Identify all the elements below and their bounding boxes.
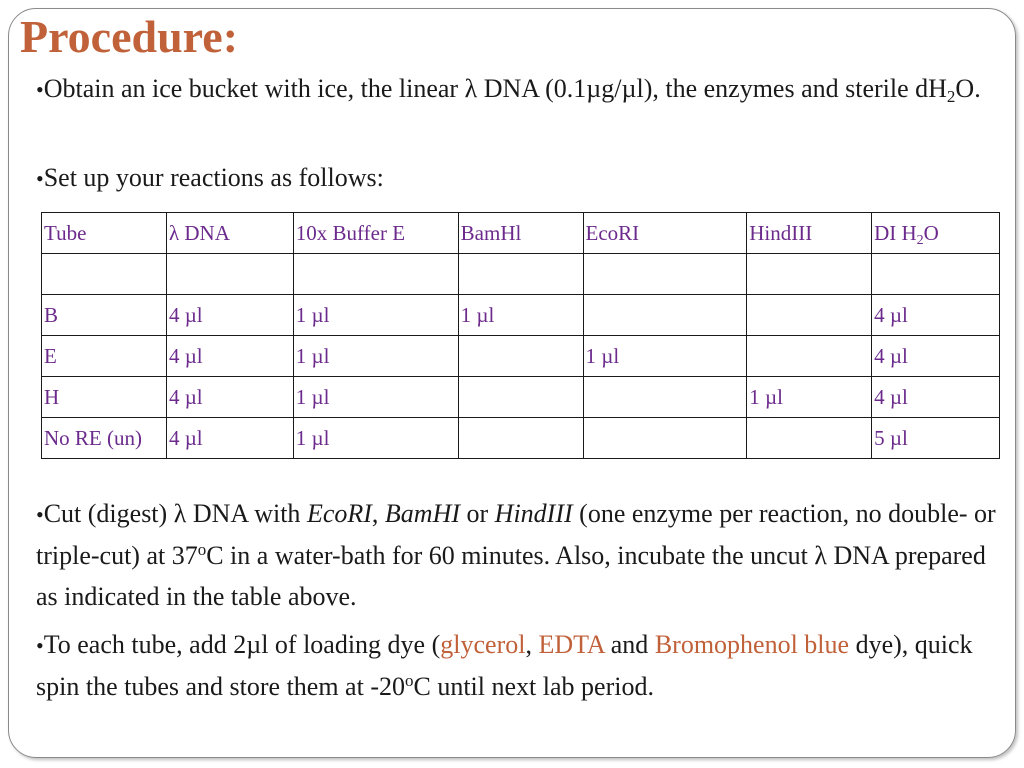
header-dna [166,213,293,254]
header-ecori: EcoRI [583,213,747,254]
enzyme-hindiii: HindIII [494,499,573,528]
bullet-marker: • [36,502,44,527]
text: Cut (digest) [43,499,174,528]
enzyme-bamhi: BamHI [384,499,460,528]
text: DI H [874,220,917,245]
bullet-marker: • [36,77,44,102]
table-cell [458,336,583,377]
table-row [42,377,1000,418]
degree-superscript: o [197,540,207,559]
table-cell [747,418,872,459]
text: DNA [179,220,230,245]
subscript: 2 [946,87,956,106]
table-cell: 1 µl [458,295,583,336]
text: Set up your reactions as follows: [43,163,384,192]
text: and [604,630,655,659]
bullet-obtain-materials [36,68,1012,110]
table-cell: 4 µl [166,336,293,377]
table-cell: B [42,295,167,336]
text: C in a water-bath for 60 minutes. Also, incubate the uncut [206,541,815,570]
table-cell: 4 µl [166,295,293,336]
text: O [923,220,939,245]
table-cell: 1 µl [293,418,458,459]
mu-symbol: µ [586,74,602,103]
table-cell [42,254,167,295]
header-hindiii: HindIII [747,213,872,254]
table-cell [872,254,1000,295]
table-cell [458,418,583,459]
table-cell: 4 µl [872,336,1000,377]
table-cell: 4 µl [166,418,293,459]
lambda-symbol: λ [814,541,827,570]
bullet-marker: • [36,166,44,191]
text: C until next lab period. [413,672,654,701]
table-cell [458,254,583,295]
table-cell: No RE (un) [42,418,167,459]
table-row [42,336,1000,377]
bullet-setup-reactions [36,157,1012,199]
mu-symbol: µ [246,630,262,659]
highlight-glycerol: glycerol [440,630,526,659]
bullet-loading-dye [36,624,1012,707]
table-cell: 5 µl [872,418,1000,459]
text: DNA prepared as indicated in the table above. [36,541,986,611]
table-cell [583,295,747,336]
table-cell [747,295,872,336]
table-cell [583,254,747,295]
text: (one enzyme per reaction, no double- or triple-cut) at 37 [36,499,996,570]
table-cell: 1 µl [293,377,458,418]
lambda-symbol: λ [168,220,180,245]
table-cell [293,254,458,295]
table-cell [747,336,872,377]
lambda-symbol: λ [464,74,478,103]
header-tube: Tube [42,213,167,254]
table-cell [583,418,747,459]
table-cell [166,254,293,295]
table-cell: E [42,336,167,377]
header-water [872,213,1000,254]
highlight-bromophenol-blue: Bromophenol blue [654,630,850,659]
table-cell [583,377,747,418]
reaction-table [41,212,1000,459]
table-row [42,418,1000,459]
table-cell: 4 µl [872,377,1000,418]
table-cell: 4 µl [166,377,293,418]
text: g/ [601,74,622,103]
table-cell [747,254,872,295]
text: To each tube, add 2 [43,630,247,659]
text: DNA (0.1 [477,74,587,103]
text: l of loading dye ( [261,630,441,659]
table-cell: H [42,377,167,418]
mu-symbol: µ [621,74,637,103]
text: O. [955,74,981,103]
enzyme-ecori: EcoRI [306,499,372,528]
bullet-marker: • [36,633,44,658]
header-buffer: 10x Buffer E [293,213,458,254]
table-cell: 1 µl [293,295,458,336]
slide-title: Procedure: [20,11,239,62]
table-cell: 1 µl [583,336,747,377]
highlight-edta: EDTA [538,630,605,659]
table-cell: 4 µl [872,295,1000,336]
text: dye), quick spin the tubes and store them at -20 [36,630,973,701]
table-header-row [42,213,1000,254]
table-row [42,254,1000,295]
text: l), the enzymes and sterile dH [636,74,947,103]
subscript: 2 [916,232,924,248]
text: or [460,499,495,528]
table-row [42,295,1000,336]
table-cell: 1 µl [293,336,458,377]
header-bamhi: BamHl [458,213,583,254]
text: DNA with [186,499,307,528]
text: , [371,499,385,528]
text: Obtain an ice bucket with ice, the linear [43,74,465,103]
table-cell [458,377,583,418]
lambda-symbol: λ [173,499,187,528]
degree-superscript: o [404,671,414,690]
bullet-digest-dna [36,493,1012,617]
table-cell: 1 µl [747,377,872,418]
text: , [525,630,539,659]
